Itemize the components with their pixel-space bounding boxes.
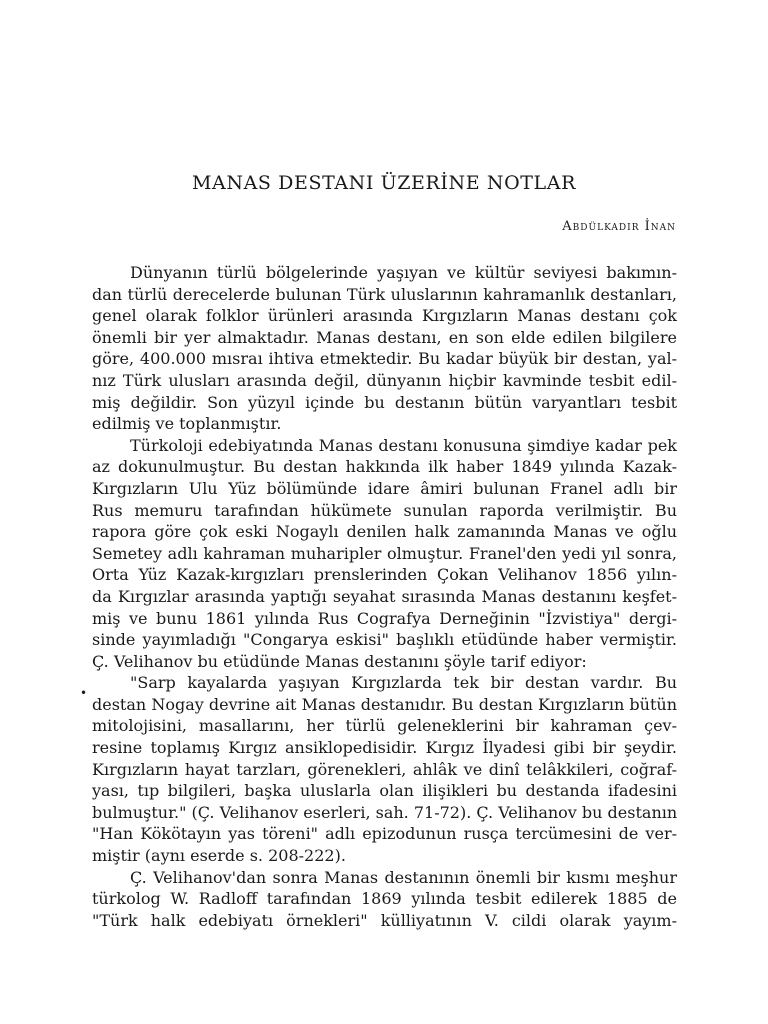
text-line: nız Türk ulusları arasında değil, dünyanın hiçbir kavminde tesbit edil- [92,370,677,390]
text-line: "Han Kökötayın yas töreni" adlı epizodunun rusça tercümesini de ver- [92,824,677,844]
text-line: Kırgızların Ulu Yüz bölümünde idare âmiri bulunan Franel adlı bir [92,478,677,498]
text-line: da Kırgızlar arasında yaptığı seyahat sırasında Manas destanını keşfet- [92,586,677,606]
text-line: edilmiş ve toplanmıştır. [92,414,282,434]
text-line: türkolog W. Radloff tarafından 1869 yılında tesbit edilerek 1885 de [92,889,677,909]
text-line: Ç. Velihanov'dan sonra Manas destanının önemli bir kısmı meşhur [130,867,677,887]
text-line: Dünyanın türlü bölgelerinde yaşıyan ve kültür seviyesi bakımın- [130,263,677,282]
text-line: miş ve bunu 1861 yılında Rus Cografya Derneğinin "İzvistiya" dergi- [92,608,677,628]
text-line: mitolojisini, masallarını, her türlü geleneklerini bir kahraman çev- [92,716,677,736]
text-line: bulmuştur." (Ç. Velihanov eserleri, sah. 71-72). Ç. Velihanov bu destanın [92,802,678,822]
text-line: Rus memuru tarafından hükümete sunulan raporda verilmiştir. Bu [92,500,677,520]
text-line: miştir (aynı eserde s. 208-222). [92,846,346,866]
text-line: resine toplamış Kırgız ansiklopedisidir. Kırgız İlyadesi gibi bir şeydir. [92,738,677,758]
text-line: rapora göre çok eski Nogaylı denilen halk zamanında Manas ve oğlu [92,522,677,542]
text-line: Türkoloji edebiyatında Manas destanı konusuna şimdiye kadar pek [130,435,677,455]
text-line: "Türk halk edebiyatı örnekleri" külliyatının V. cildi olarak yayım- [92,910,677,930]
text-line: göre, 400.000 mısraı ihtiva etmektedir. Bu kadar büyük bir destan, yal- [92,349,677,369]
text-line: sinde yayımladığı "Congarya eskisi" başlıklı etüdünde haber vermiştir. [92,630,677,650]
text-line: Ç. Velihanov bu etüdünde Manas destanını şöyle tarif ediyor: [92,651,587,671]
body-text [92,262,677,931]
text-line: az dokunulmuştur. Bu destan hakkında ilk haber 1849 yılında Kazak- [92,457,677,477]
text-line: "Sarp kayalarda yaşıyan Kırgızlarda tek bir destan vardır. Bu [130,673,677,693]
author-name: Abdülkadir İnan [562,219,676,234]
text-line: Orta Yüz Kazak-kırgızları prenslerinden Çokan Velihanov 1856 yılın- [92,565,677,585]
text-line: genel olarak folklor ürünleri arasında Kırgızların Manas destanı çok [92,306,677,326]
text-line: yası, tıp bilgileri, başka uluslarla olan ilişikleri bu destanda ifadesini [92,781,677,801]
text-line: miş değildir. Son yüzyıl içinde bu destanın bütün varyantları tesbit [92,392,677,412]
margin-bullet-mark: • [80,686,88,700]
text-line: önemli bir yer almaktadır. Manas destanı, en son elde edilen bilgilere [92,327,677,347]
text-line: Kırgızların hayat tarzları, görenekleri, ahlâk ve dinî telâkkileri, coğraf- [92,759,677,779]
text-line: Semetey adlı kahraman muharipler olmuştur. Franel'den yedi yıl sonra, [92,543,677,563]
text-line: destan Nogay devrine ait Manas destanıdır. Bu destan Kırgızların bütün [92,694,677,714]
page-title: MANAS DESTANI ÜZERİNE NOTLAR [192,172,576,194]
text-line: dan türlü derecelerde bulunan Türk uluslarının kahramanlık destanları, [92,284,677,304]
